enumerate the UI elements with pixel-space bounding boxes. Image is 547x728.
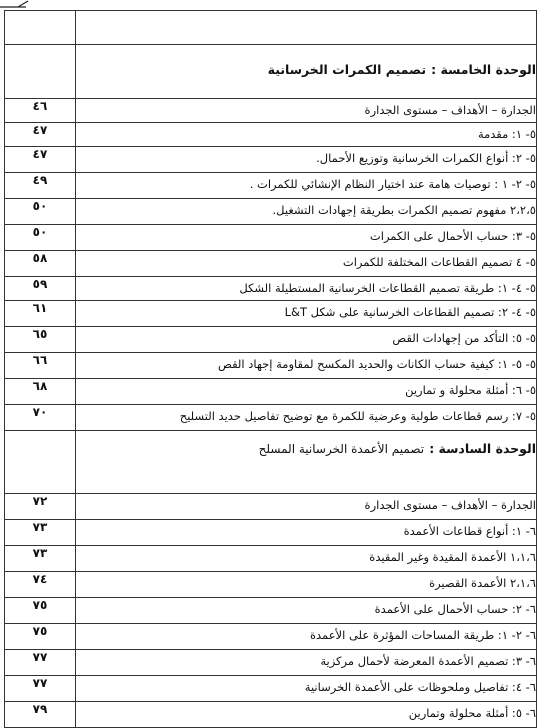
toc-entry: ٦- ٤: تفاصيل وملحوظات على الأعمدة الخرسانية xyxy=(304,680,536,694)
page-number: ٦١ xyxy=(5,301,76,327)
unit5-label: الوحدة الخامسة : xyxy=(431,62,536,77)
toc-row xyxy=(5,379,537,405)
unit6-header-row xyxy=(5,431,537,494)
page-number: ٤٧ xyxy=(5,123,76,147)
page-number: ٥٩ xyxy=(5,277,76,301)
page-number: ٦٦ xyxy=(5,353,76,379)
page-number: ٧٩ xyxy=(5,702,76,728)
page-number: ٧٢ xyxy=(5,494,76,520)
toc-entry: ٦- ٢: حساب الأحمال على الأعمدة xyxy=(374,602,536,616)
page-number: ٧٧ xyxy=(5,676,76,702)
toc-entry: ٥- ٣: حساب الأحمال على الكمرات xyxy=(369,229,536,243)
toc-row xyxy=(5,572,537,598)
table-of-contents xyxy=(4,10,537,728)
toc-entry: ٦- ٣: تصميم الأعمدة المعرضة لأحمال مركزية xyxy=(320,654,536,668)
page-number: ٤٧ xyxy=(5,147,76,173)
toc-row xyxy=(5,676,537,702)
page-number: ٧٣ xyxy=(5,520,76,546)
page-number: ٦٨ xyxy=(5,379,76,405)
toc-entry: ٢،٢،٥ مفهوم تصميم الكمرات بطريقة إجهادات التشغيل. xyxy=(272,203,536,217)
toc-row xyxy=(5,123,537,147)
toc-row xyxy=(5,702,537,728)
toc-row xyxy=(5,405,537,431)
toc-entry: ٥- ٢: أنواع الكمرات الخرسانية وتوزيع الأحمال. xyxy=(316,151,536,165)
toc-row xyxy=(5,598,537,624)
toc-row xyxy=(5,99,537,123)
toc-row xyxy=(5,546,537,572)
corner-mark xyxy=(0,0,30,10)
toc-entry: ٢،١،٦ الأعمدة القصيرة xyxy=(429,576,536,590)
toc-entry: ٥- ٤- ١: طريقة تصميم القطاعات الخرسانية المستطيلة الشكل xyxy=(239,281,536,295)
toc-row xyxy=(5,327,537,353)
unit6-title: تصميم الأعمدة الخرسانية المسلح xyxy=(258,442,425,456)
page-number: ٥٠ xyxy=(5,225,76,251)
toc-entry: ٦- ٥: أمثلة محلولة وتمارين xyxy=(408,706,536,720)
toc-row xyxy=(5,650,537,676)
page-number: ٧٠ xyxy=(5,405,76,431)
page-number: ٥٨ xyxy=(5,251,76,277)
toc-entry: ٥- ٤ تصميم القطاعات المختلفة للكمرات xyxy=(342,255,536,269)
toc-entry: ٥- ١: مقدمة xyxy=(477,127,536,141)
toc-entry: ٦- ١: أنواع قطاعات الأعمدة xyxy=(403,524,536,538)
toc-entry: ٦- ٢- ١: طريقة المساحات المؤثرة على الأعمدة xyxy=(309,628,536,642)
page-number: ٤٦ xyxy=(5,99,76,123)
toc-entry: ٥- ٥: التأكد من إجهادات القص xyxy=(392,331,536,345)
toc-row xyxy=(5,494,537,520)
page-number: ٧٥ xyxy=(5,624,76,650)
toc-row xyxy=(5,301,537,327)
toc-entry: الجدارة – الأهداف – مستوى الجدارة xyxy=(364,498,536,512)
page-number: ٧٧ xyxy=(5,650,76,676)
toc-entry: ٥- ٤- ٢: تصميم القطاعات الخرسانية على شكل L&T xyxy=(284,305,536,319)
top-spacer-row xyxy=(5,11,537,45)
toc-entry: ٥- ٢- ١ : توصيات هامة عند اختيار النظام الإنشائي للكمرات . xyxy=(249,177,536,191)
toc-row xyxy=(5,173,537,199)
page-number: ٥٠ xyxy=(5,199,76,225)
toc-entry: الجدارة – الأهداف – مستوى الجدارة xyxy=(364,103,536,117)
toc-row xyxy=(5,624,537,650)
toc-row xyxy=(5,147,537,173)
toc-row xyxy=(5,520,537,546)
toc-entry: ١،١،٦ الأعمدة المقيدة وغير المقيدة xyxy=(369,550,536,564)
toc-row xyxy=(5,353,537,379)
page-number: ٧٥ xyxy=(5,598,76,624)
toc-row xyxy=(5,199,537,225)
page-number: ٦٥ xyxy=(5,327,76,353)
unit5-header-row xyxy=(5,45,537,99)
toc-entry: ٥- ٧: رسم قطاعات طولية وعرضية للكمرة مع توضيح تفاصيل حديد التسليح xyxy=(179,409,536,423)
toc-entry: ٥- ٥- ١: كيفية حساب الكانات والحديد المكسح لمقاومة إجهاد القص xyxy=(217,357,536,371)
page-number: ٧٣ xyxy=(5,546,76,572)
toc-row xyxy=(5,251,537,277)
unit6-label: الوحدة السادسة : xyxy=(429,441,536,456)
unit5-title: تصميم الكمرات الخرسانية xyxy=(267,62,427,77)
page-number: ٤٩ xyxy=(5,173,76,199)
toc-row xyxy=(5,277,537,301)
toc-entry: ٥- ٦: أمثلة محلولة و تمارين xyxy=(405,383,536,397)
page-number: ٧٤ xyxy=(5,572,76,598)
toc-row xyxy=(5,225,537,251)
